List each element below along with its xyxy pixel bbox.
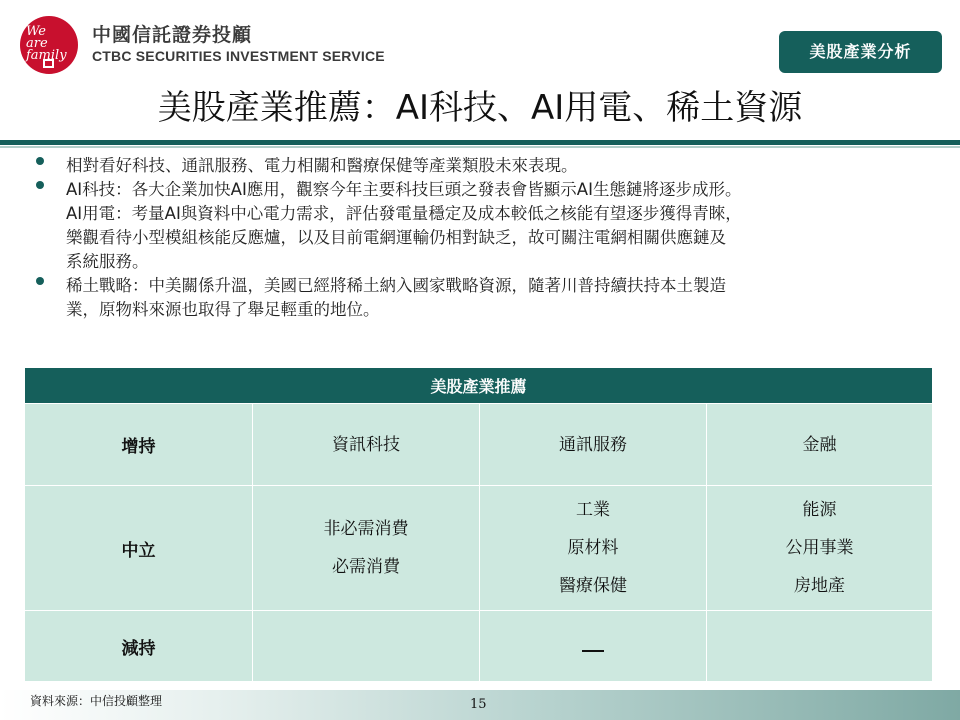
- table-cell: [253, 404, 480, 486]
- brand-name-english: CTBC SECURITIES INVESTMENT SERVICE: [92, 48, 385, 64]
- row-label: 增持: [25, 404, 253, 486]
- bullet-item: [36, 178, 946, 274]
- bullet-text-line: 樂觀看待小型模組核能反應爐，以及目前電網運輸仍相對缺乏，故可關注電網相關供應鏈及: [66, 228, 726, 247]
- table-cell: [480, 404, 707, 486]
- bullet-dot-icon: [36, 157, 44, 165]
- sector-name: 通訊服務: [559, 434, 627, 455]
- bullet-dot-icon: [36, 181, 44, 189]
- page-number: 15: [470, 697, 487, 712]
- table-cell: [253, 611, 480, 682]
- table-header-row: [25, 368, 933, 404]
- bullet-item: [36, 154, 946, 178]
- table-title: 美股產業推薦: [25, 368, 933, 404]
- table-row-overweight: [25, 404, 933, 486]
- sector-name: 工業: [576, 500, 610, 520]
- table-cell: [707, 486, 933, 611]
- brand-name-chinese: 中國信託證券投顧: [92, 24, 253, 46]
- sector-name: 原材料: [567, 538, 619, 558]
- row-label: 減持: [25, 611, 253, 682]
- bullet-dot-icon: [36, 277, 44, 285]
- source-note: 資料來源：中信投顧整理: [30, 694, 163, 708]
- sector-name: 金融: [802, 434, 837, 455]
- page-title: 美股產業推薦：AI科技、AI用電、稀土資源: [157, 88, 803, 128]
- bullet-list: [36, 154, 946, 322]
- bullet-text-line: 系統服務。: [66, 252, 149, 271]
- table-row-underweight: [25, 611, 933, 682]
- sector-name: 資訊科技: [332, 434, 400, 455]
- row-label: 中立: [25, 486, 253, 611]
- sector-name: 公用事業: [785, 538, 854, 558]
- sector-name: 能源: [802, 500, 837, 520]
- section-badge: 美股產業分析: [779, 31, 942, 73]
- we-are-family-emblem-icon: [20, 16, 78, 74]
- sector-name: 醫療保健: [559, 576, 627, 596]
- sector-name: 房地產: [794, 576, 845, 596]
- bullet-text-line: 業，原物料來源也取得了舉足輕重的地位。: [66, 300, 380, 319]
- table-cell: [480, 611, 707, 682]
- title-divider: [0, 140, 960, 145]
- table-cell: [253, 486, 480, 611]
- sector-name: 必需消費: [332, 557, 400, 577]
- recommendation-table: [24, 367, 933, 682]
- sector-name: 非必需消費: [323, 519, 409, 539]
- company-logo: [20, 16, 78, 74]
- table-cell: [707, 611, 933, 682]
- bullet-text-line: AI用電：考量AI與資料中心電力需求，評估發電量穩定及成本較低之核能有望逐步獲得青睞，: [66, 204, 742, 223]
- table-cell: [707, 404, 933, 486]
- table-cell: [480, 486, 707, 611]
- logo-square-mark: [43, 59, 54, 68]
- bullet-text-line: 相對看好科技、通訊服務、電力相關和醫療保健等產業類股未來表現。: [66, 156, 578, 175]
- title-divider-light: [0, 146, 960, 148]
- logo-lettering: We are family: [26, 24, 67, 63]
- bullet-item: [36, 274, 946, 322]
- empty-dash: [582, 650, 604, 652]
- table-row-neutral: [25, 486, 933, 611]
- bullet-text-line: 稀土戰略：中美關係升溫，美國已經將稀土納入國家戰略資源，隨著川普持續扶持本土製造: [66, 276, 726, 295]
- bullet-text-line: AI科技：各大企業加快AI應用，觀察今年主要科技巨頭之發表會皆顯示AI生態鏈將逐步成形。: [66, 180, 742, 199]
